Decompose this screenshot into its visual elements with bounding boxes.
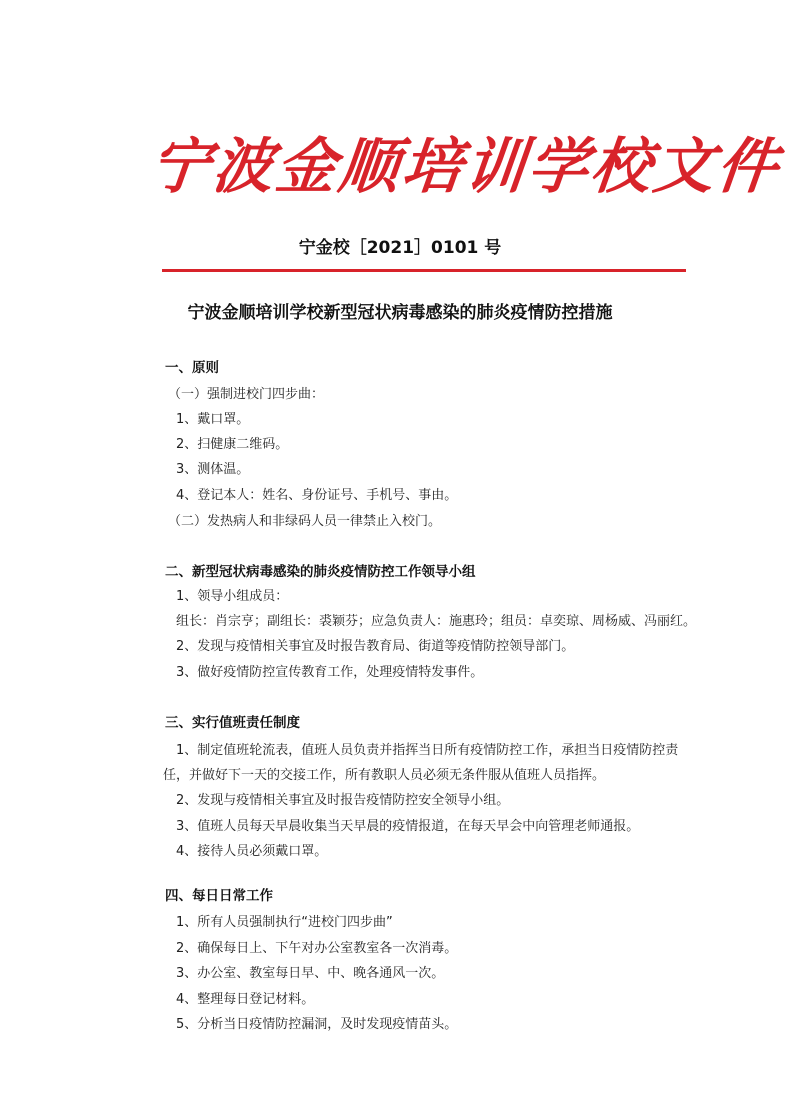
body-line: 2、确保每日上、下午对办公室教室各一次消毒。 [176, 941, 458, 956]
body-line: 2、发现与疫情相关事宜及时报告疫情防控安全领导小组。 [176, 793, 510, 808]
section-heading: 三、实行值班责任制度 [165, 715, 300, 731]
masthead: 宁波金顺培训学校文件 [146, 132, 784, 202]
body-line: 组长：肖宗亨；副组长：裘颖芬；应急负责人：施惠玲；组员：卓奕琼、周杨威、冯丽红。 [176, 614, 697, 629]
body-line: 1、制定值班轮流表，值班人员负责并指挥当日所有疫情防控工作，承担当日疫情防控责 [176, 743, 679, 758]
section-heading: 四、每日日常工作 [165, 888, 273, 904]
body-line: 1、所有人员强制执行“进校门四步曲” [176, 915, 393, 930]
body-line: 任，并做好下一天的交接工作，所有教职人员必须无条件服从值班人员指挥。 [163, 768, 606, 783]
body-line: 4、接待人员必须戴口罩。 [176, 844, 328, 859]
section-heading: 二、新型冠状病毒感染的肺炎疫情防控工作领导小组 [165, 564, 476, 580]
body-line: 5、分析当日疫情防控漏洞，及时发现疫情苗头。 [176, 1017, 458, 1032]
document-number: 宁金校［2021］0101 号 [298, 238, 502, 258]
body-line: 1、领导小组成员： [176, 589, 289, 604]
body-line: 3、办公室、教室每日早、中、晚各通风一次。 [176, 966, 445, 981]
body-line: 3、值班人员每天早晨收集当天早晨的疫情报道，在每天早会中向管理老师通报。 [176, 819, 640, 834]
body-line: 3、测体温。 [176, 462, 250, 477]
body-line: 2、发现与疫情相关事宜及时报告教育局、街道等疫情防控领导部门。 [176, 639, 575, 654]
body-line: （一）强制进校门四步曲： [168, 387, 325, 402]
document-title: 宁波金顺培训学校新型冠状病毒感染的肺炎疫情防控措施 [187, 303, 613, 323]
section-heading: 一、原则 [165, 360, 219, 376]
body-line: 4、登记本人：姓名、身份证号、手机号、事由。 [176, 488, 458, 503]
body-line: 1、戴口罩。 [176, 412, 250, 427]
body-line: 2、扫健康二维码。 [176, 437, 289, 452]
red-divider [162, 269, 686, 272]
body-line: （二）发热病人和非绿码人员一律禁止入校门。 [168, 514, 442, 529]
body-line: 4、整理每日登记材料。 [176, 992, 315, 1007]
body-line: 3、做好疫情防控宣传教育工作，处理疫情特发事件。 [176, 665, 484, 680]
